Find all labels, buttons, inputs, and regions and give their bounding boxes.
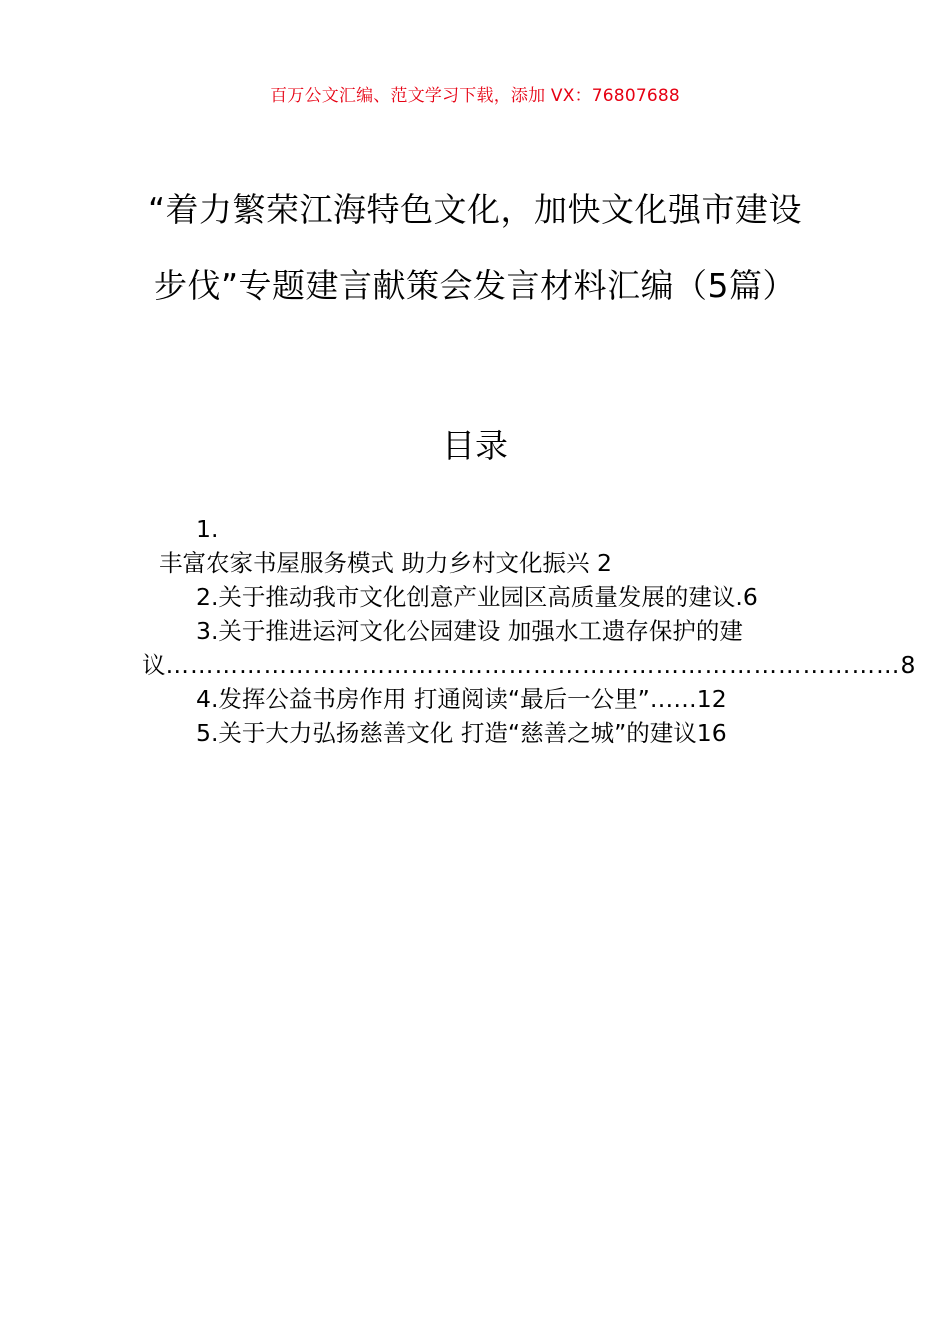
toc-entry-number: 3. [196,617,219,645]
toc-entry-number: 1. [196,515,219,543]
table-of-contents [142,512,916,750]
toc-entry-page: 2 [596,549,612,577]
toc-entry-5[interactable] [142,716,806,750]
header-download-note: 百万公文汇编、范文学习下载，添加 VX：76807688 [270,86,680,106]
toc-entry-number: 2. [196,583,219,611]
document-title: “着力繁荣江海特色文化，加快文化强市建设步伐”专题建言献策会发言材料汇编（5篇） [147,190,803,305]
toc-entry-1-title-line[interactable] [142,546,806,580]
toc-entry-page: 12 [696,685,727,713]
toc-entry-number: 5. [196,719,219,747]
toc-entry-title-continued: 议 [142,651,166,679]
toc-entry-3-line-2[interactable] [142,648,916,682]
toc-entry-number: 4. [196,685,219,713]
toc-heading: 目录 [442,426,508,465]
toc-entry-1-number-line[interactable] [142,512,806,546]
toc-entry-title: 发挥公益书房作用 打通阅读“最后一公里” [218,685,650,713]
toc-entry-page: 16 [696,719,727,747]
toc-entry-title: 关于推进运河文化公园建设 加强水工遗存保护的建 [218,617,743,645]
toc-entry-3-line-1[interactable] [142,614,806,648]
toc-entry-page: 6 [742,583,758,611]
toc-leader-dots: …… [649,685,697,713]
toc-entry-title: 关于推动我市文化创意产业园区高质量发展的建议 [218,583,736,611]
toc-entry-title: 关于大力弘扬慈善文化 打造“慈善之城”的建议 [218,719,697,747]
toc-entry-2[interactable]: 2.关于推动我市文化创意产业园区高质量发展的建议.6 [196,583,758,611]
toc-leader-dots: ……………………………………………………………………………… [165,651,901,679]
toc-entry-4[interactable] [142,682,806,716]
toc-entry-page: 8 [900,651,916,679]
toc-entry-title: 丰富农家书屋服务模式 助力乡村文化振兴 [159,549,590,577]
